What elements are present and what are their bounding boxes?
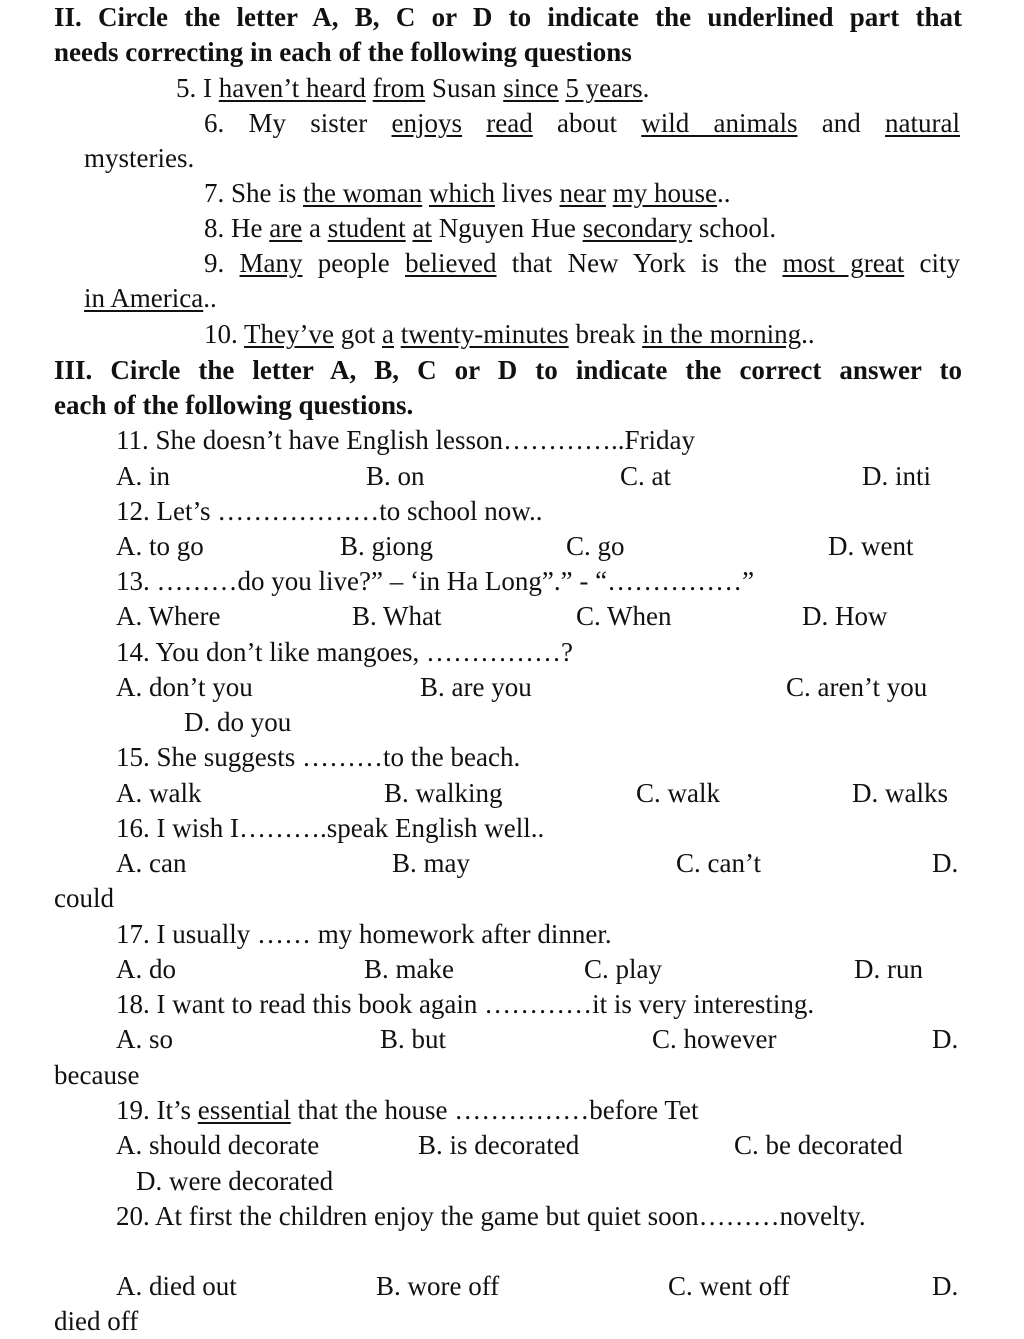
option-b[interactable]: B. may	[392, 848, 470, 878]
question-20: 20. At first the children enjoy the game but quiet soon………novelty.	[116, 1201, 866, 1231]
option-a[interactable]: A. in	[116, 461, 170, 491]
question-18: 18. I want to read this book again …………it is very interesting.	[116, 989, 815, 1019]
option-b[interactable]: B. on	[366, 461, 425, 491]
option-a[interactable]: A. can	[116, 848, 187, 878]
section-3-title-line-1: III. Circle the letter A, B, C or D to indicate the correct answer to	[54, 355, 962, 385]
question-6-continued: mysteries.	[84, 143, 195, 173]
option-d[interactable]: D. run	[854, 954, 923, 984]
option-d[interactable]: D. inti	[862, 461, 932, 491]
option-b[interactable]: B. What	[352, 601, 442, 631]
option-d[interactable]: D. walks	[852, 778, 948, 808]
option-d[interactable]: D.	[932, 1024, 959, 1054]
option-d[interactable]: D. do you	[184, 707, 292, 737]
section-2-title-line-1: II. Circle the letter A, B, C or D to indicate the underlined part that	[54, 2, 962, 32]
option-c[interactable]: C. When	[576, 601, 672, 631]
question-7: 7. She is the woman which lives near my house..	[204, 178, 731, 208]
option-a[interactable]: A. do	[116, 954, 176, 984]
option-b[interactable]: B. wore off	[376, 1271, 500, 1301]
option-c[interactable]: C. however	[652, 1024, 777, 1054]
option-a[interactable]: A. should decorate	[116, 1130, 320, 1160]
question-19: 19. It’s essential that the house ……………before Tet	[116, 1095, 699, 1125]
option-d[interactable]: D. How	[802, 601, 888, 631]
question-14: 14. You don’t like mangoes, ……………?	[116, 637, 573, 667]
option-d-continued: could	[54, 883, 114, 913]
option-d-continued: because	[54, 1060, 140, 1090]
option-b[interactable]: B. is decorated	[418, 1130, 580, 1160]
option-a[interactable]: A. don’t you	[116, 672, 253, 702]
question-15: 15. She suggests ………to the beach.	[116, 742, 521, 772]
option-d-continued: died off	[54, 1306, 139, 1336]
option-a[interactable]: A. Where	[116, 601, 221, 631]
question-10: 10. They’ve got a twenty-minutes break in the morning..	[204, 319, 815, 349]
option-c[interactable]: C. walk	[636, 778, 720, 808]
section-2-title-line-2: needs correcting in each of the following questions	[54, 37, 632, 67]
option-c[interactable]: C. can’t	[676, 848, 761, 878]
option-a[interactable]: A. to go	[116, 531, 204, 561]
option-c[interactable]: C. play	[584, 954, 662, 984]
option-c[interactable]: C. at	[620, 461, 671, 491]
question-9: 9. Many people believed that New York is the most great city	[204, 248, 960, 278]
question-8: 8. He are a student at Nguyen Hue secondary school.	[204, 213, 777, 243]
question-17: 17. I usually …… my homework after dinner.	[116, 919, 612, 949]
option-b[interactable]: B. are you	[420, 672, 532, 702]
option-a[interactable]: A. so	[116, 1024, 174, 1054]
option-d[interactable]: D.	[932, 1271, 959, 1301]
option-b[interactable]: B. walking	[384, 778, 503, 808]
option-b[interactable]: B. make	[364, 954, 454, 984]
option-c[interactable]: C. go	[566, 531, 625, 561]
option-d[interactable]: D.	[932, 848, 959, 878]
option-a[interactable]: A. walk	[116, 778, 202, 808]
question-5: 5. I haven’t heard from Susan since 5 years.	[176, 73, 650, 103]
question-9-continued: in America..	[84, 283, 217, 313]
question-12: 12. Let’s ………………to school now..	[116, 496, 543, 526]
option-b[interactable]: B. giong	[340, 531, 434, 561]
option-d[interactable]: D. were decorated	[136, 1166, 334, 1196]
option-a[interactable]: A. died out	[116, 1271, 237, 1301]
option-d[interactable]: D. went	[828, 531, 914, 561]
option-c[interactable]: C. went off	[668, 1271, 790, 1301]
option-c[interactable]: C. aren’t you	[786, 672, 928, 702]
option-b[interactable]: B. but	[380, 1024, 447, 1054]
question-13: 13. ………do you live?” – ‘in Ha Long”.” - “……………”	[116, 566, 755, 596]
question-16: 16. I wish I……….speak English well..	[116, 813, 545, 843]
option-c[interactable]: C. be decorated	[734, 1130, 903, 1160]
question-11: 11. She doesn’t have English lesson…………..Friday	[116, 425, 695, 455]
question-6: 6. My sister enjoys read about wild animals and natural	[204, 108, 961, 138]
section-3-title-line-2: each of the following questions.	[54, 390, 414, 420]
